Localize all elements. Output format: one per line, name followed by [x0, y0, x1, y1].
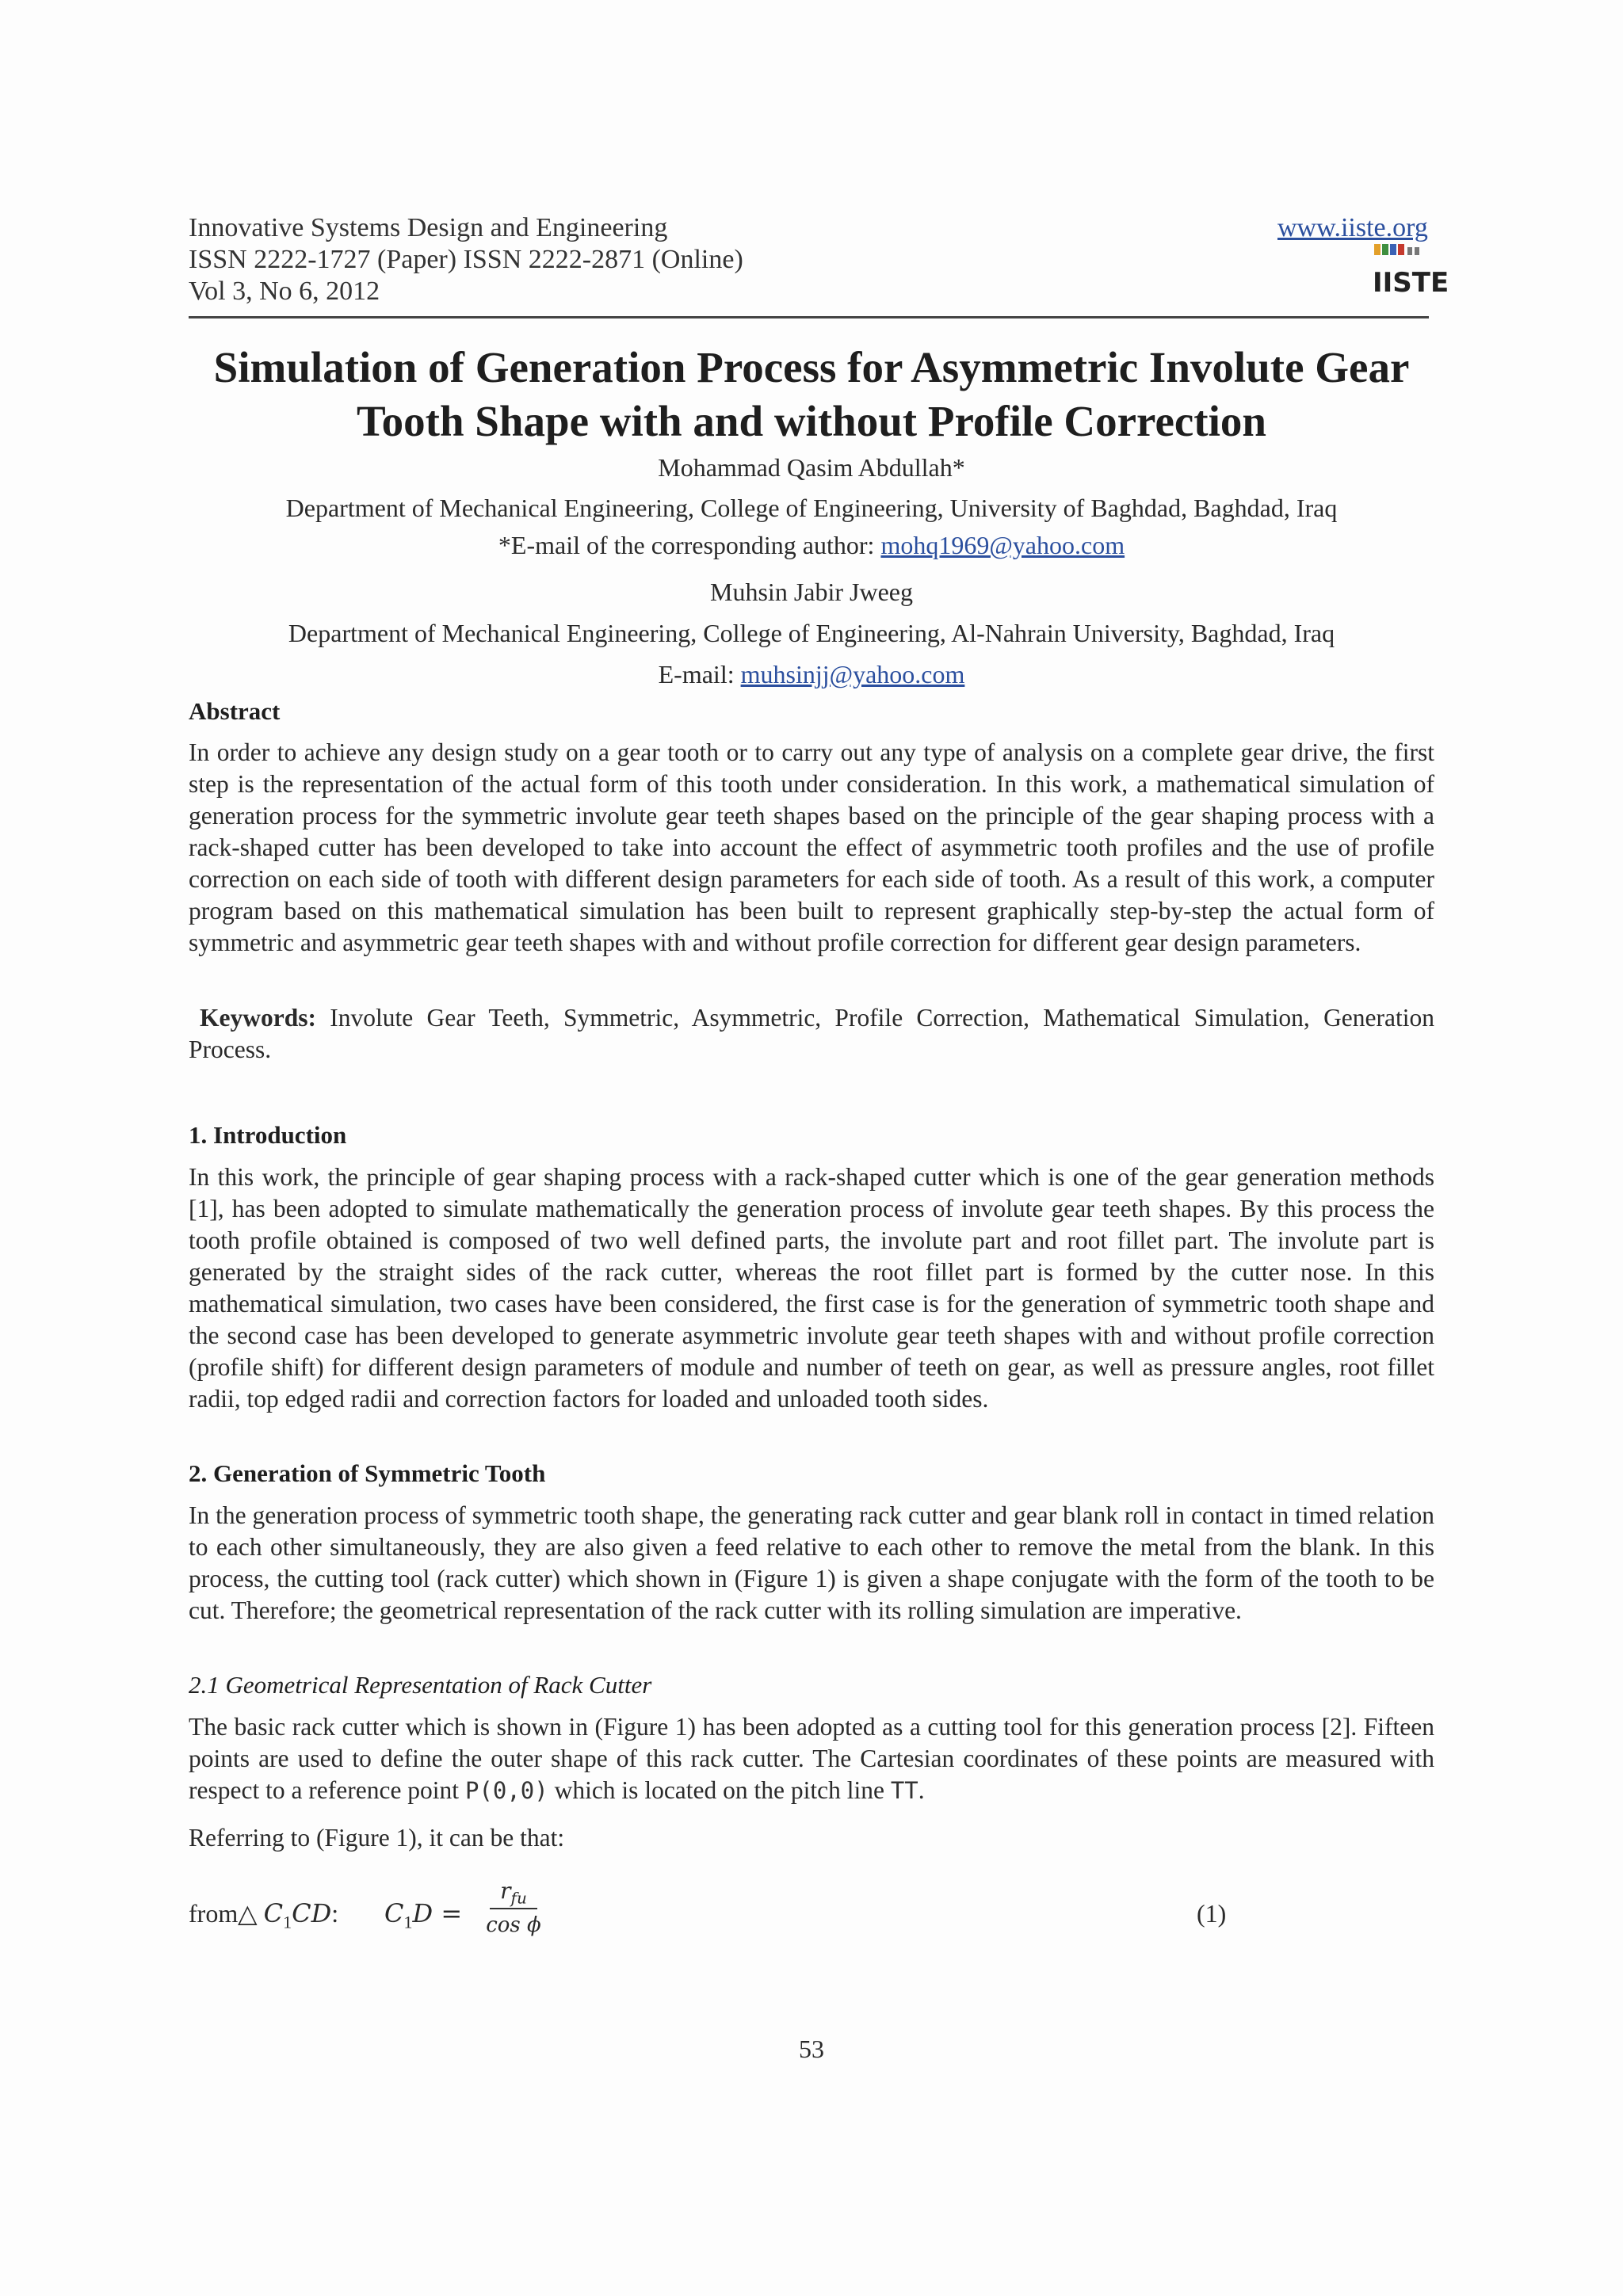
email-link-1[interactable]: mohq1969@yahoo.com	[880, 531, 1125, 559]
issn: ISSN 2222-1727 (Paper) ISSN 2222-2871 (Online)	[189, 245, 743, 274]
abstract-text: In order to achieve any design study on a gear tooth or to carry out any type of analysis on a complete gear drive, the first step is the representation of the actual form of this tooth under consideration. In this work, a mathematical simulation of generation process for the symmetric involute gear teeth shapes based on the principle of the gear shaping process with a rack-shaped cutter has been developed to take into account the effect of asymmetric tooth profiles and the use of profile correction on each side of tooth with different design parameters for each side of tooth. As a result of this work, a computer program based on this mathematical simulation has been built to represent graphically step-by-step the actual form of symmetric and asymmetric gear teeth shapes with and without profile correction for different gear design parameters.	[189, 738, 1434, 956]
numerator-r: r	[500, 1878, 511, 1904]
email-label-2: E-mail:	[658, 660, 741, 688]
lhs-sub: 1	[403, 1912, 413, 1932]
affiliation-1: Department of Mechanical Engineering, College of Engineering, University of Baghdad, Baghdad, Iraq	[285, 494, 1338, 522]
equation-1-triangle	[238, 1897, 338, 1938]
section-2-1-text	[189, 1711, 1434, 1806]
lhs-rest: D =	[412, 1898, 463, 1928]
pitch-line: TT	[890, 1777, 918, 1804]
email-line-2	[189, 658, 1434, 690]
abstract-heading: Abstract	[189, 697, 281, 725]
section-1-text: In this work, the principle of gear shaping process with a rack-shaped cutter which is one of the gear generation methods [1], has been adopted to simulate mathematically the generation process of involute gear teeth shapes. By this process the tooth profile obtained is composed of two well defined parts, the involute part and root fillet part. The involute part is generated by the straight sides of the rack cutter, whereas the root fillet part is formed by the cutter nose. In this mathematical simulation, two cases have been considered, the first case is for the generation of symmetric tooth shape and the second case has been developed to generate asymmetric involute gear teeth shapes with and without profile correction (profile shift) for different design parameters of module and number of teeth on gear, as well as pressure angles, root fillet radii, top edged radii and correction factors for loaded and unloaded tooth sides.	[189, 1163, 1434, 1413]
email-label-1: *E-mail of the corresponding author:	[498, 531, 881, 559]
website-link[interactable]: www.iiste.org	[1277, 213, 1428, 242]
lhs-c: C	[384, 1898, 404, 1928]
section-2-text: In the generation process of symmetric tooth shape, the generating rack cutter and gear blank roll in contact in timed relation to each other simultaneously, they are also given a feed relative to each other to remove the metal from the blank. In this process, the cutting tool (rack cutter) which shown in (Figure 1) is given a shape conjugate with the form of the tooth to be cut. Therefore; the geometrical representation of the rack cutter with its rolling simulation are imperative.	[189, 1501, 1434, 1624]
paper-title-line2: Tooth Shape with and without Profile Correction	[357, 397, 1266, 445]
fraction-bar	[490, 1908, 537, 1909]
triangle-sub: 1	[283, 1912, 292, 1932]
triangle-symbol: △	[238, 1899, 258, 1928]
volume-issue: Vol 3, No 6, 2012	[189, 277, 380, 306]
page-number: 53	[799, 2035, 824, 2063]
section-2-1-heading: 2.1 Geometrical Representation of Rack Cutter	[189, 1671, 652, 1699]
email-line-1	[189, 529, 1434, 561]
paper-title-line1: Simulation of Generation Process for Asymmetric Involute Gear	[213, 343, 1410, 391]
equation-1-lhs	[384, 1897, 462, 1938]
author-2: Muhsin Jabir Jweeg	[710, 578, 913, 606]
iiste-logo	[1371, 242, 1449, 299]
section-2-1-text-middle: which is located on the pitch line	[548, 1776, 891, 1804]
keywords	[189, 1002, 1434, 1066]
referring-text: Referring to (Figure 1), it can be that:	[189, 1824, 565, 1852]
keywords-label: Keywords:	[200, 1004, 316, 1032]
triangle-colon: :	[331, 1899, 339, 1928]
numerator-sub: fu	[510, 1888, 527, 1908]
journal-name: Innovative Systems Design and Engineering	[189, 213, 668, 242]
logo-text: IISTE	[1373, 267, 1449, 299]
section-2-heading: 2. Generation of Symmetric Tooth	[189, 1459, 546, 1487]
section-1-heading: 1. Introduction	[189, 1121, 347, 1149]
author-1: Mohammad Qasim Abdullah*	[658, 453, 965, 482]
triangle-rest: CD	[292, 1898, 332, 1928]
equation-1-from: from	[189, 1899, 239, 1928]
keywords-text: Involute Gear Teeth, Symmetric, Asymmetric, Profile Correction, Mathematical Simulation, Generation Process.	[189, 1004, 1434, 1063]
affiliation-2: Department of Mechanical Engineering, College of Engineering, Al-Nahrain University, Baghdad, Iraq	[288, 619, 1335, 647]
section-2-1-text-after: .	[918, 1776, 925, 1804]
fraction-numerator	[490, 1878, 537, 1912]
reference-point: P(0,0)	[464, 1777, 548, 1804]
email-link-2[interactable]: muhsinjj@yahoo.com	[740, 660, 965, 688]
header-divider	[189, 316, 1429, 318]
equation-1-number: (1)	[1197, 1899, 1227, 1928]
section-2-1-text-before: The basic rack cutter which is shown in (Figure 1) has been adopted as a cutting tool for this generation process [2]. Fifteen points are used to define the outer shape of this rack cutter. The Cartesian coordinates of these points are measured with respect to a reference point	[189, 1713, 1434, 1804]
fraction-denominator: cos ϕ	[486, 1913, 541, 1937]
triangle-c: C	[263, 1898, 284, 1928]
